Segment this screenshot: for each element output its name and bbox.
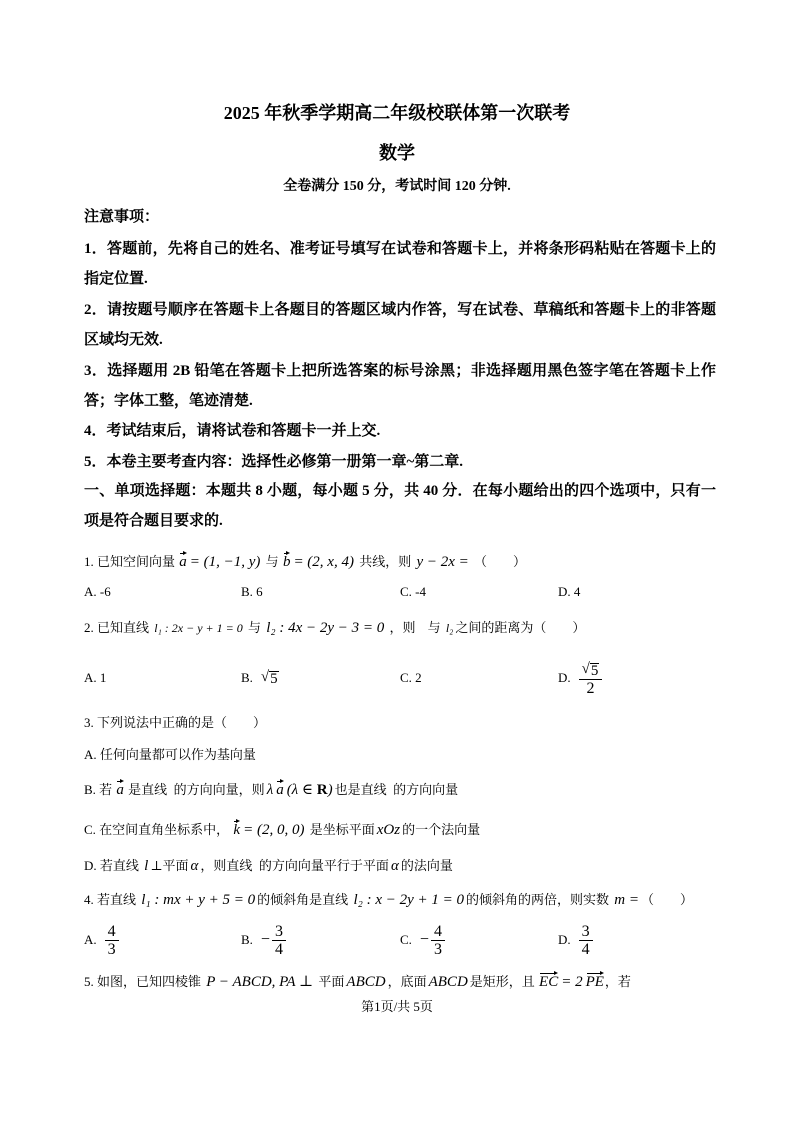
q2-option-c: C. 2: [400, 670, 422, 685]
question-2: [84, 617, 585, 639]
q3-option-c: [84, 819, 480, 841]
q4-options: [84, 920, 716, 960]
q3-option-b-vector-a-2: a: [276, 782, 284, 798]
q4-option-c-denominator: 3: [433, 940, 442, 958]
q4-option-b-numerator: 3: [272, 923, 286, 941]
note-item-3: 3．选择题用 2B 铅笔在答题卡上把所选答案的标号涂黑；非选择题用黑色签字笔在答题卡上作答；字体工整，笔迹清楚.: [84, 363, 716, 409]
q1-expression: y − 2x =: [416, 554, 469, 570]
note-item-1: 1．答题前，先将自己的姓名、准考证号填写在试卷和答题卡上，并将条形码粘贴在答题卡上的指定位置.: [84, 241, 716, 287]
q3-option-a-text: A. 任何向量都可以作为基向量: [84, 747, 256, 762]
q4-option-d-label: D.: [558, 932, 571, 947]
q4-option-d: [558, 920, 597, 960]
q3-option-c-text-2: 是坐标平面: [309, 822, 375, 837]
q4-option-a-label: A.: [84, 932, 97, 947]
q5-base-abcd: ABCD: [428, 974, 468, 990]
q2-options: [84, 658, 716, 698]
q1-option-b: B. 6: [241, 584, 263, 599]
q2-option-d-denominator: 2: [586, 679, 595, 697]
note-item-5: 5．本卷主要考查内容：选择性必修第一册第一章~第二章.: [84, 454, 464, 470]
q4-m-equals: m =: [614, 892, 639, 908]
exam-title: 2025 年秋季学期高二年级校联体第一次联考: [223, 103, 571, 123]
q4-text-1: 的倾斜角是直线: [257, 892, 349, 907]
q4-line-l2: l₂ : x − 2y + 1 = 0: [353, 892, 464, 908]
q3-option-c-text-3: 的一个法向量: [402, 822, 481, 837]
q3-option-c-plane: xOz: [376, 822, 401, 838]
q3-option-d: [84, 855, 453, 877]
question-5: [84, 971, 631, 993]
q5-vector-ec: EC: [539, 974, 559, 990]
q4-option-c-label: C.: [400, 932, 412, 947]
q3-option-b-text-1: B. 若: [84, 782, 113, 797]
q2-l2-short: l₂: [445, 621, 454, 635]
q4-option-c-fraction: [431, 923, 445, 958]
q4-option-b-fraction: [272, 923, 286, 958]
q2-option-a: A. 1: [84, 670, 107, 685]
q4-option-c-sign: −: [419, 931, 429, 948]
q3-option-d-text-3: 的法向量: [400, 858, 453, 873]
q3-option-d-text-2: ，则直线 的方向向量平行于平面: [200, 858, 389, 873]
q3-option-d-alpha: α: [190, 858, 199, 874]
q5-vector-pe: PE: [585, 974, 604, 990]
q5-stem-start: 5. 如图，已知四棱锥: [84, 974, 202, 989]
q1-vector-b: b: [282, 554, 291, 570]
q2-option-d-fraction: [579, 660, 603, 697]
q2-ask: 之间的距离为（ ）: [455, 620, 586, 635]
q4-option-c-numerator: 4: [431, 923, 445, 941]
q3-option-a: [84, 744, 256, 766]
q4-stem-start: 4. 若直线: [84, 892, 137, 907]
q5-text-2: ，底面: [387, 974, 427, 989]
q3-option-b: [84, 779, 458, 801]
q4-option-d-numerator: 3: [579, 923, 593, 941]
q4-option-a-denominator: 3: [107, 940, 116, 958]
q4-option-c: [400, 920, 449, 960]
q1-option-d: D. 4: [558, 584, 581, 599]
q2-option-d-sqrt: [582, 661, 600, 679]
question-3: [84, 712, 266, 734]
q1-stem-start: 1. 已知空间向量: [84, 554, 176, 569]
q3-option-b-condition: [287, 782, 333, 798]
q3-option-d-alpha-2: α: [390, 858, 399, 874]
q5-pyramid: P − ABCD, PA ⊥: [206, 974, 314, 990]
q3-option-c-text-1: C. 在空间直角坐标系中，: [84, 822, 230, 837]
q1-option-a: A. -6: [84, 584, 111, 599]
q2-then: ，则: [389, 620, 416, 635]
section-heading: 一、单项选择题：本题共 8 小题，每小题 5 分，共 40 分．在每小题给出的四个选项中，只有一项是符合题目要求的.: [84, 483, 716, 529]
q5-equals-two: = 2: [561, 974, 583, 990]
q2-stem-start: 2. 已知直线: [84, 620, 150, 635]
q3-option-c-vector-k: k: [233, 822, 241, 838]
subject-title: 数学: [379, 143, 415, 163]
q2-option-b-sqrt: [261, 669, 279, 687]
q3-option-d-line-l: l: [144, 858, 149, 874]
q1-option-c: C. -4: [400, 584, 426, 599]
note-item-2: 2．请按题号顺序在答题卡上各题目的答题区域内作答，写在试卷、草稿纸和答题卡上的非答题区域均无效.: [84, 302, 716, 348]
q4-line-l1: l₁ : mx + y + 5 = 0: [141, 892, 256, 908]
question-1: [84, 551, 526, 573]
q3-option-d-perp: ⊥平面: [150, 858, 189, 873]
q5-text-3: 是矩形，且: [469, 974, 535, 989]
q4-text-2: 的倾斜角的两倍，则实数: [466, 892, 610, 907]
q2-option-d-label: D.: [558, 670, 571, 685]
q1-vector-a-value: = (1, −1, y): [189, 554, 261, 570]
q3-option-d-text-1: D. 若直线: [84, 858, 139, 873]
q2-option-d-radical: √: [581, 660, 590, 677]
q3-option-b-text-2: 是直线 的方向向量，则: [128, 782, 265, 797]
exam-info: 全卷满分 150 分，考试时间 120 分钟.: [283, 179, 511, 194]
q4-option-a-fraction: [105, 923, 119, 958]
q1-condition: 共线，则: [359, 554, 412, 569]
q4-option-d-denominator: 4: [581, 940, 590, 958]
q1-and: 与: [265, 554, 279, 569]
q3-option-b-real-set: R: [316, 782, 328, 798]
q3-option-b-vector-a: a: [116, 782, 124, 798]
q4-option-b-sign: −: [260, 931, 270, 948]
q5-text-4: ，若: [604, 974, 631, 989]
q5-plane-abcd: ABCD: [346, 974, 386, 990]
q4-option-a: [84, 920, 123, 960]
note-item-4: 4．考试结束后，请将试卷和答题卡一并上交.: [84, 423, 381, 439]
q4-answer-blank: （ ）: [640, 892, 693, 907]
q2-line-l2: l₂ : 4x − 2y − 3 = 0: [266, 620, 385, 636]
q4-option-b-label: B.: [241, 932, 253, 947]
page-number: 第1页/共 5页: [361, 999, 433, 1014]
q4-option-d-fraction: [579, 923, 593, 958]
q1-vector-a: a: [179, 554, 187, 570]
q2-and: 与: [247, 620, 261, 635]
notes-heading: 注意事项：: [84, 209, 160, 225]
q5-text-1: 平面: [318, 974, 345, 989]
q1-vector-b-value: = (2, x, 4): [293, 554, 354, 570]
q2-option-b-radical: √: [260, 669, 270, 685]
q2-option-d-radicand: 5: [590, 662, 599, 679]
q3-option-b-condition-open: (λ ∈: [286, 782, 317, 798]
q2-and-2: 与: [427, 620, 441, 635]
q2-option-d: [558, 658, 606, 698]
q3-option-b-text-3: 也是直线 的方向向量: [334, 782, 459, 797]
question-4: [84, 889, 693, 911]
q2-option-b: [241, 658, 279, 698]
q2-option-b-radicand: 5: [270, 671, 278, 687]
q4-option-b: [241, 920, 290, 960]
q1-options: [84, 581, 716, 603]
q4-option-a-numerator: 4: [105, 923, 119, 941]
q3-option-c-vector-k-value: = (2, 0, 0): [243, 822, 305, 838]
q2-line-l1: l₁ : 2x − y + 1 = 0: [154, 621, 243, 635]
q3-option-b-condition-close: ): [327, 782, 333, 798]
q4-option-b-denominator: 4: [274, 940, 283, 958]
q2-option-b-label: B.: [241, 670, 253, 685]
q3-option-b-lambda: λ: [266, 782, 274, 798]
q1-answer-blank: （ ）: [474, 554, 527, 569]
q3-stem: 3. 下列说法中正确的是（ ）: [84, 715, 267, 730]
q2-option-d-numerator: [579, 660, 603, 680]
